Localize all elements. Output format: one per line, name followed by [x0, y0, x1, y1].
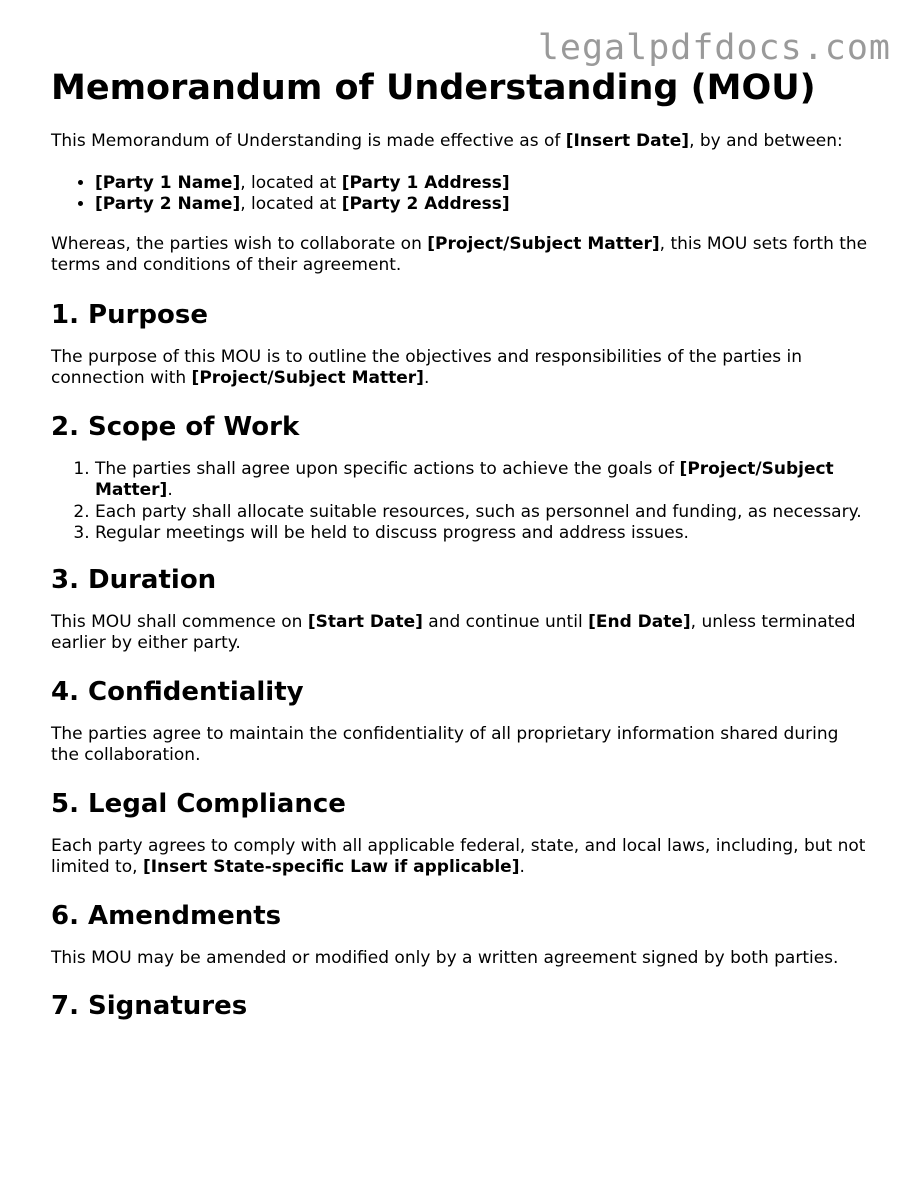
intro-text-after: , by and between:	[689, 131, 843, 151]
party-2-name: [Party 2 Name]	[95, 194, 241, 214]
document-title: Memorandum of Understanding (MOU)	[51, 68, 816, 108]
compliance-paragraph	[51, 836, 871, 879]
duration-text-before: This MOU shall commence on	[51, 611, 308, 632]
section-heading-signatures: 7. Signatures	[51, 991, 248, 1021]
party-1-name: [Party 1 Name]	[95, 172, 241, 193]
section-heading-duration: 3. Duration	[51, 564, 217, 595]
party-2-address: [Party 2 Address]	[341, 194, 510, 214]
scope-item-1	[95, 459, 871, 502]
purpose-text-after: .	[423, 368, 430, 388]
intro-text-before: This Memorandum of Understanding is made effective as of	[51, 131, 566, 151]
scope-item-1-subject: [Project/Subject Matter]	[95, 458, 834, 500]
watermark: legalpdfdocs.com	[537, 28, 891, 68]
party-1-item	[95, 173, 871, 195]
compliance-text-before: Each party agrees to comply with all applicable federal, state, and local laws, including, but not limited to,	[51, 835, 866, 877]
amendments-paragraph: This MOU may be amended or modified only by a written agreement signed by both parties.	[51, 947, 839, 968]
state-law-placeholder: [Insert State-specific Law if applicable]	[142, 857, 520, 877]
parties-list	[51, 173, 871, 216]
purpose-subject: [Project/Subject Matter]	[191, 368, 424, 388]
section-heading-scope: 2. Scope of Work	[51, 411, 300, 442]
whereas-paragraph	[51, 234, 871, 277]
section-heading-confidentiality: 4. Confidentiality	[51, 676, 304, 707]
purpose-text-before: The purpose of this MOU is to outline the objectives and responsibilities of the parties in connection with	[51, 346, 802, 388]
whereas-text-before: Whereas, the parties wish to collaborate on	[51, 233, 428, 254]
document-page	[51, 66, 871, 1038]
scope-item-1-after: .	[167, 480, 173, 500]
whereas-text-after: , this MOU sets forth the terms and conditions of their agreement.	[51, 233, 868, 275]
scope-item-3: 3. Regular meetings will be held to discuss progress and address issues.	[95, 523, 871, 545]
purpose-paragraph	[51, 347, 871, 390]
whereas-subject: [Project/Subject Matter]	[427, 233, 660, 254]
start-date-placeholder: [Start Date]	[307, 611, 423, 632]
scope-item-1-before: The parties shall agree upon specific actions to achieve the goals of	[95, 458, 680, 479]
party-2-item	[95, 194, 871, 216]
party-2-located: , located at	[240, 194, 342, 214]
party-1-address: [Party 1 Address]	[341, 172, 510, 193]
scope-item-2: 2. Each party shall allocate suitable resources, such as personnel and funding, as necessary.	[95, 502, 871, 524]
duration-text-after: , unless terminated earlier by either party.	[51, 611, 856, 653]
duration-paragraph	[51, 612, 871, 655]
intro-paragraph	[51, 131, 871, 153]
end-date-placeholder: [End Date]	[588, 611, 691, 632]
insert-date-placeholder: [Insert Date]	[565, 131, 690, 151]
section-heading-amendments: 6. Amendments	[51, 900, 282, 931]
scope-list	[51, 459, 871, 545]
party-1-located: , located at	[240, 172, 342, 193]
compliance-text-after: .	[519, 857, 525, 877]
confidentiality-paragraph: The parties agree to maintain the confidentiality of all proprietary information shared during the collaboration.	[51, 723, 839, 765]
section-heading-compliance: 5. Legal Compliance	[51, 788, 346, 819]
section-heading-purpose: 1. Purpose	[51, 299, 208, 330]
duration-text-middle: and continue until	[422, 611, 589, 632]
